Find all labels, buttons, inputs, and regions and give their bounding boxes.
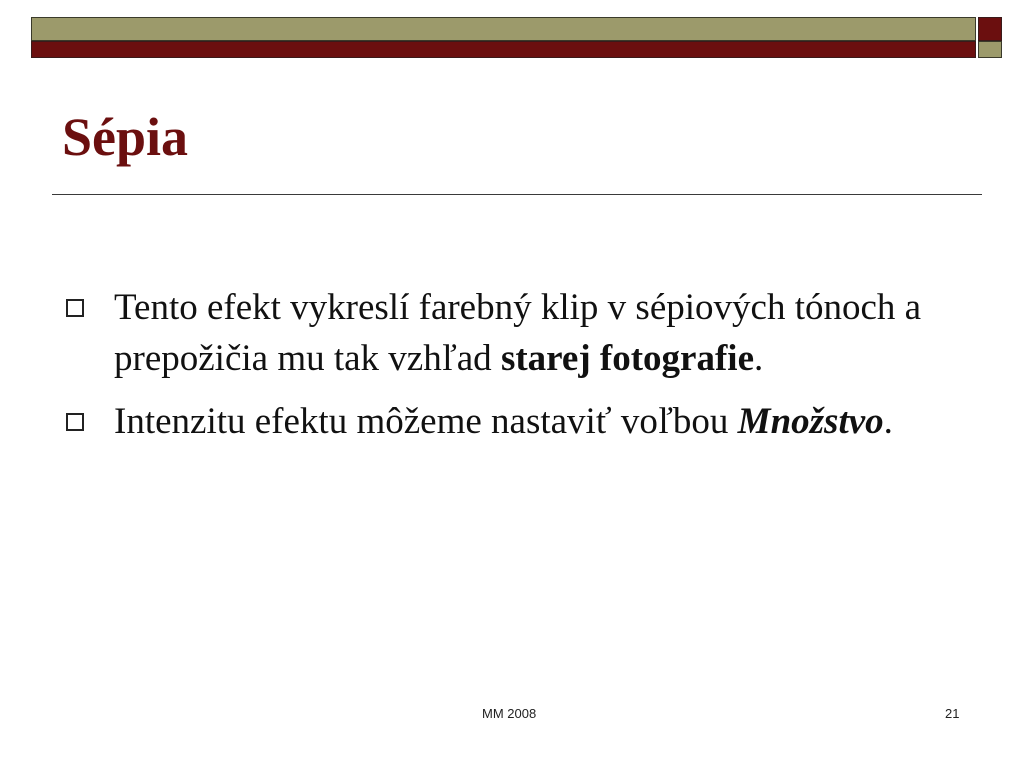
title-divider [52, 194, 982, 195]
hollow-square-bullet-icon [66, 413, 84, 431]
slide-title: Sépia [62, 107, 189, 167]
header-square-olive [978, 41, 1002, 58]
header-square-maroon [978, 17, 1002, 41]
bullet-emphasis-bold-italic: Množstvo [737, 401, 884, 442]
header-band-maroon [31, 41, 976, 58]
bullet-text-end: . [883, 401, 893, 442]
bullet-text-end: . [754, 338, 764, 379]
bullet-emphasis-bold: starej fotografie [500, 338, 754, 379]
footer-label: MM 2008 [482, 706, 537, 721]
bullet-text: Intenzitu efektu môžeme nastaviť voľbou [114, 401, 738, 442]
bullet-text: Tento efekt vykreslí farebný klip v sépiových tónoch a prepožičia mu tak vzhľad [114, 287, 922, 379]
bullet-list [66, 282, 966, 459]
hollow-square-bullet-icon [66, 299, 84, 317]
header-band-olive [31, 17, 976, 41]
page-number: 21 [945, 706, 960, 721]
bullet-item [66, 282, 966, 384]
bullet-item [66, 396, 966, 447]
